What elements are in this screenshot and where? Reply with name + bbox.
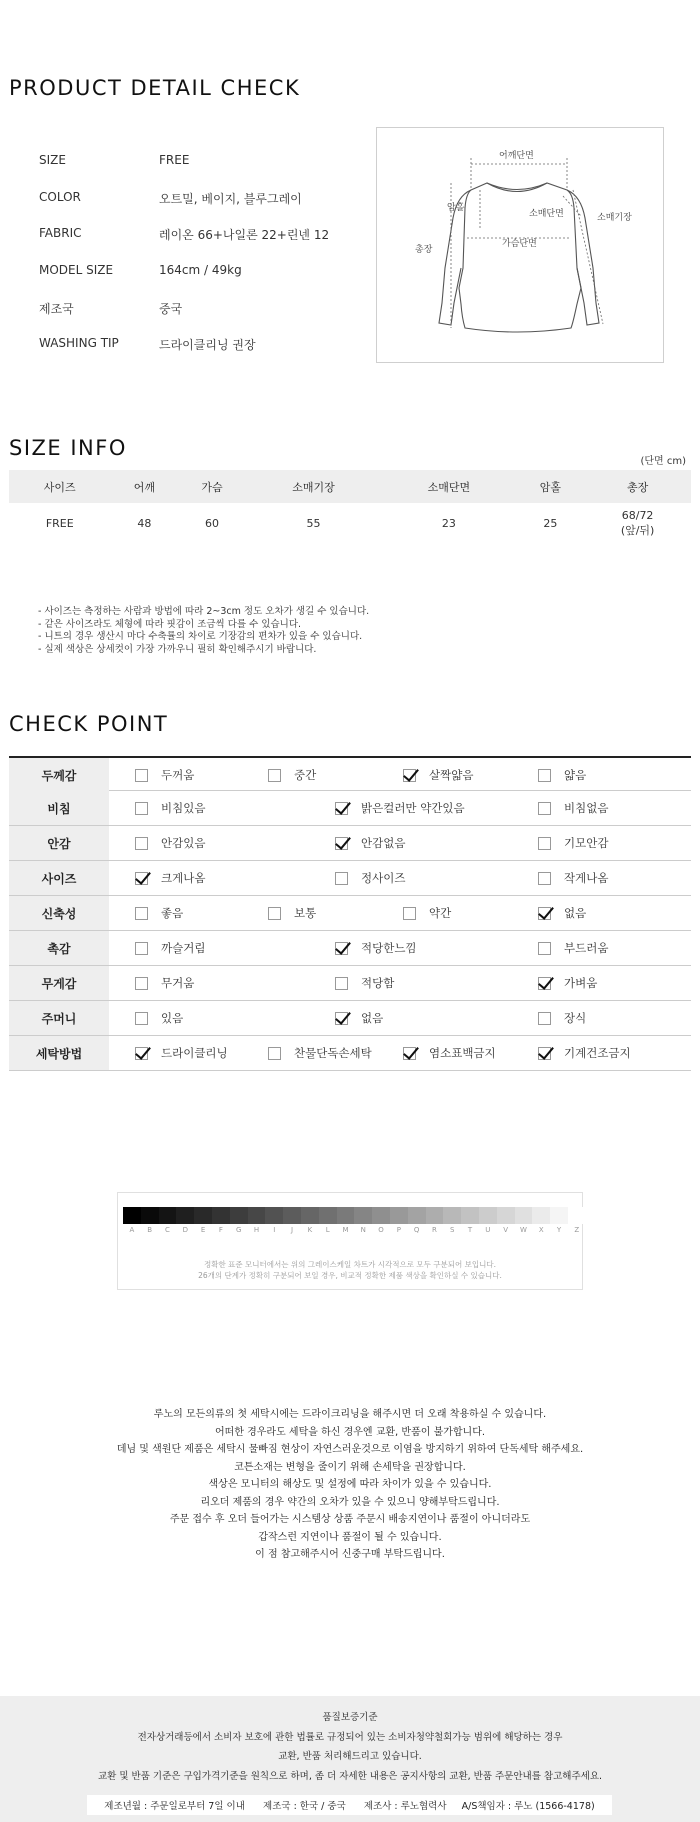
check-row-label: 신축성	[9, 896, 109, 930]
check-option-label: 가벼움	[564, 976, 598, 990]
checkbox-checked-icon	[403, 769, 416, 782]
checkbox-empty-icon	[268, 769, 281, 782]
sweater-diagram	[377, 128, 665, 364]
check-row	[9, 826, 691, 861]
checkbox-empty-icon	[403, 907, 416, 920]
check-option-label: 좋음	[161, 906, 184, 920]
grayscale-swatch	[372, 1207, 390, 1224]
grayscale-swatch	[265, 1207, 283, 1224]
check-option-label: 두꺼움	[161, 768, 195, 782]
diagram-shoulder-label: 어깨단면	[499, 151, 534, 161]
check-option-label: 없음	[361, 1011, 384, 1025]
size-table-row	[9, 503, 691, 543]
grayscale-swatch	[212, 1207, 230, 1224]
check-option-label: 적당함	[361, 976, 395, 990]
checkbox-empty-icon	[538, 837, 551, 850]
grayscale-letters	[123, 1226, 586, 1234]
check-option-label: 약간	[429, 906, 452, 920]
size-cell	[246, 503, 381, 543]
size-table	[9, 470, 691, 543]
check-row-label: 안감	[9, 826, 109, 860]
care-line: 데님 및 색원단 제품은 세탁시 물빠짐 현상이 자연스러운것으로 이염을 방지하기 위하여 단독세탁 해주세요.	[116, 1444, 584, 1455]
grayscale-swatch	[354, 1207, 372, 1224]
grayscale-letter: D	[182, 1226, 188, 1234]
grayscale-swatch	[390, 1207, 408, 1224]
product-detail-title: PRODUCT DETAIL CHECK	[9, 76, 301, 100]
check-row	[9, 1036, 691, 1071]
check-row-label: 비침	[9, 791, 109, 825]
grayscale-swatch	[443, 1207, 461, 1224]
grayscale-letter: A	[129, 1226, 135, 1234]
check-option-label: 비침없음	[564, 801, 609, 815]
grayscale-swatch	[248, 1207, 266, 1224]
check-option	[538, 861, 608, 895]
check-row	[9, 861, 691, 896]
checkbox-checked-icon	[135, 872, 148, 885]
size-value: 55	[306, 516, 321, 530]
diagram-sleeve-width-label: 소매단면	[529, 209, 564, 219]
checkbox-empty-icon	[335, 977, 348, 990]
check-row-label: 두께감	[9, 758, 109, 792]
check-option	[135, 1036, 228, 1070]
check-option-label: 있음	[161, 1011, 184, 1025]
grayscale-letter: N	[360, 1226, 366, 1234]
check-row-label: 무게감	[9, 966, 109, 1000]
check-option-label: 정사이즈	[361, 871, 406, 885]
grayscale-letter: K	[307, 1226, 313, 1234]
grayscale-letter: L	[325, 1226, 330, 1234]
size-cell	[9, 503, 111, 543]
check-row	[9, 791, 691, 826]
grayscale-swatch	[550, 1207, 568, 1224]
care-line: 이 점 참고해주시어 신중구매 부탁드립니다.	[255, 1549, 445, 1560]
check-option-label: 작게나옴	[564, 871, 609, 885]
checkbox-empty-icon	[135, 769, 148, 782]
check-option	[538, 758, 586, 792]
check-option	[135, 1001, 183, 1035]
check-option-label: 안감있음	[161, 836, 206, 850]
measurement-diagram	[376, 127, 664, 363]
grayscale-swatch	[568, 1207, 586, 1224]
check-option	[335, 791, 465, 825]
check-option	[403, 758, 473, 792]
check-option	[135, 826, 205, 860]
spec-key: FABRIC	[39, 226, 82, 240]
size-value: 48	[137, 516, 152, 530]
grayscale-swatch	[123, 1207, 141, 1224]
grayscale-letter: X	[538, 1226, 544, 1234]
grayscale-letter: I	[273, 1226, 276, 1234]
grayscale-swatch	[159, 1207, 177, 1224]
check-option	[538, 791, 608, 825]
size-value: 68/72	[621, 508, 654, 522]
grayscale-swatch	[515, 1207, 533, 1224]
care-line: 리오더 제품의 경우 약간의 오차가 있을 수 있으니 양해부탁드립니다.	[200, 1496, 500, 1508]
check-option-label: 까슬거림	[161, 941, 206, 955]
size-note: - 같은 사이즈라도 체형에 따라 핏감이 조금씩 다를 수 있습니다.	[38, 618, 302, 630]
check-option	[268, 1036, 372, 1070]
care-line: 주문 접수 후 오더 들어가는 시스템상 상품 주문시 배송지연이나 품절이 아니더라도	[169, 1514, 531, 1525]
care-line: 어떠한 경우라도 세탁을 하신 경우엔 교환, 반품이 불가합니다.	[214, 1426, 486, 1438]
checkbox-empty-icon	[335, 872, 348, 885]
check-option-label: 살짝얇음	[429, 768, 474, 782]
grayscale-letter: M	[342, 1226, 349, 1234]
grayscale-note-1: 정확한 표준 모니터에서는 위의 그레이스케일 차트가 시각적으로 모두 구분되어 보입니다.	[204, 1260, 496, 1269]
spec-key: COLOR	[39, 190, 81, 204]
grayscale-swatch	[194, 1207, 212, 1224]
check-option-label: 안감없음	[361, 836, 406, 850]
check-option-label: 찬물단독손세탁	[294, 1046, 372, 1060]
checkbox-checked-icon	[335, 942, 348, 955]
check-row-label: 사이즈	[9, 861, 109, 895]
quality-guarantee-footer	[0, 1696, 700, 1822]
check-option-label: 부드러움	[564, 941, 609, 955]
size-value: FREE	[45, 516, 74, 530]
size-value: 23	[441, 516, 456, 530]
spec-key: 제조국	[39, 302, 74, 316]
check-row	[9, 1001, 691, 1036]
grayscale-letter: O	[378, 1226, 384, 1234]
grayscale-swatch	[283, 1207, 301, 1224]
diagram-sleeve-length-label: 소매기장	[597, 213, 632, 223]
footer-info-box: 제조년월 : 주문일로부터 7일 이내 제조국 : 한국 / 중국 제조사 : 루노협력사 A/S책임자 : 루노 (1566-4178)	[87, 1795, 612, 1815]
check-option-label: 비침있음	[161, 801, 206, 815]
checkbox-empty-icon	[135, 1012, 148, 1025]
check-row	[9, 966, 691, 1001]
checkbox-empty-icon	[135, 802, 148, 815]
checkbox-checked-icon	[403, 1047, 416, 1060]
spec-value: 중국	[159, 302, 183, 316]
check-option	[538, 931, 608, 965]
size-value: 25	[543, 516, 558, 530]
grayscale-letter: R	[432, 1226, 437, 1234]
check-option	[538, 966, 597, 1000]
check-option	[135, 896, 183, 930]
size-header-cell: 어깨	[111, 470, 179, 503]
grayscale-letter: T	[467, 1226, 473, 1234]
grayscale-swatch	[337, 1207, 355, 1224]
check-option	[268, 758, 316, 792]
grayscale-letter: J	[291, 1226, 294, 1234]
grayscale-swatch	[141, 1207, 159, 1224]
grayscale-swatches	[123, 1207, 586, 1224]
grayscale-letter: S	[450, 1226, 455, 1234]
spec-key: SIZE	[39, 153, 66, 167]
check-option-label: 없음	[564, 906, 587, 920]
grayscale-letter: H	[253, 1226, 260, 1234]
footer-text	[0, 1708, 700, 1786]
grayscale-letter: Q	[413, 1226, 420, 1234]
check-row	[9, 896, 691, 931]
check-option	[335, 931, 417, 965]
check-row-label: 주머니	[9, 1001, 109, 1035]
grayscale-letter: B	[147, 1226, 153, 1234]
check-option-label: 기계건조금지	[564, 1046, 631, 1060]
size-value: 60	[205, 516, 220, 530]
grayscale-swatch	[479, 1207, 497, 1224]
size-note: - 사이즈는 측정하는 사람과 방법에 따라 2~3cm 정도 오차가 생길 수 있습니다.	[38, 606, 370, 617]
checkbox-empty-icon	[538, 942, 551, 955]
checkbox-empty-icon	[135, 837, 148, 850]
grayscale-swatch	[532, 1207, 550, 1224]
footer-line: 교환, 반품 처리해드리고 있습니다.	[278, 1751, 422, 1762]
grayscale-letter: C	[165, 1226, 170, 1234]
size-cell	[517, 503, 585, 543]
size-cell	[381, 503, 516, 543]
size-header-cell: 암홀	[517, 470, 585, 503]
size-value-extra: (앞/뒤)	[620, 523, 655, 537]
care-instructions	[0, 1406, 700, 1564]
grayscale-swatch	[301, 1207, 319, 1224]
size-header-cell: 사이즈	[9, 470, 111, 503]
check-option	[268, 896, 316, 930]
grayscale-letter: U	[485, 1226, 491, 1234]
footer-title: 품질보증기준	[322, 1712, 378, 1723]
footer-line: 전자상거래등에서 소비자 보호에 관한 법률로 규정되어 있는 소비자청약철회가능 범위에 해당하는 경우	[137, 1731, 563, 1743]
check-option	[135, 791, 205, 825]
check-option	[538, 896, 586, 930]
size-cell	[584, 503, 691, 543]
check-option-label: 기모안감	[564, 836, 609, 850]
grayscale-letter: P	[396, 1226, 401, 1234]
grayscale-swatch	[176, 1207, 194, 1224]
size-notes	[38, 606, 369, 656]
check-option-label: 무거움	[161, 976, 195, 990]
spec-key: WASHING TIP	[39, 336, 119, 350]
check-option	[403, 1036, 496, 1070]
check-point-title: CHECK POINT	[9, 712, 169, 736]
size-cell	[111, 503, 179, 543]
check-option	[403, 896, 451, 930]
check-option	[135, 931, 205, 965]
diagram-armhole-label: 암홀	[447, 203, 465, 213]
grayscale-chart	[117, 1192, 583, 1290]
check-option-label: 염소표백금지	[429, 1046, 496, 1060]
check-option-label: 밝은컬러만 약간있음	[361, 801, 465, 815]
check-option-label: 보통	[294, 906, 317, 920]
check-option	[538, 1036, 631, 1070]
grayscale-swatch	[319, 1207, 337, 1224]
check-option-label: 드라이클리닝	[161, 1046, 228, 1060]
spec-value: 레이온 66+나일론 22+린넨 12	[159, 228, 330, 242]
check-row	[9, 756, 691, 791]
spec-value: FREE	[159, 153, 190, 167]
grayscale-swatch	[408, 1207, 426, 1224]
checkbox-checked-icon	[538, 1047, 551, 1060]
check-option-label: 얇음	[564, 768, 587, 782]
footer-line: 교환 및 반품 기준은 구입가격기준을 원칙으로 하며, 좀 더 자세한 내용은 공지사항의 교환, 반품 주문안내를 참고해주세요.	[97, 1770, 603, 1782]
check-option-label: 크게나옴	[161, 871, 206, 885]
checkbox-checked-icon	[335, 802, 348, 815]
grayscale-letter: Y	[556, 1226, 562, 1234]
check-option	[538, 826, 608, 860]
check-option	[335, 1001, 383, 1035]
checkbox-checked-icon	[335, 837, 348, 850]
check-option	[135, 966, 194, 1000]
check-option-label: 적당한느낌	[361, 941, 417, 955]
check-option	[335, 966, 394, 1000]
size-table-header	[9, 470, 691, 503]
spec-value: 164cm / 49kg	[159, 263, 242, 277]
size-unit-label: (단면 cm)	[640, 456, 686, 467]
grayscale-letter: E	[200, 1226, 206, 1234]
check-option-label: 중간	[294, 768, 317, 782]
grayscale-letter: Z	[574, 1226, 580, 1234]
size-note: - 실제 색상은 상세컷이 가장 가까우니 필히 확인해주시기 바랍니다.	[38, 643, 317, 655]
check-option-label: 장식	[564, 1011, 587, 1025]
size-note: - 니트의 경우 생산시 마다 수축률의 차이로 기장감의 편차가 있을 수 있습니다.	[38, 631, 363, 643]
grayscale-swatch	[497, 1207, 515, 1224]
checkbox-empty-icon	[135, 942, 148, 955]
checkbox-checked-icon	[538, 977, 551, 990]
check-row	[9, 931, 691, 966]
diagram-chest-label: 가슴단면	[502, 239, 537, 249]
size-info-title: SIZE INFO	[9, 436, 127, 460]
check-point-table	[9, 756, 691, 1071]
spec-key: MODEL SIZE	[39, 263, 114, 277]
spec-value: 드라이클리닝 권장	[159, 338, 256, 352]
checkbox-empty-icon	[268, 907, 281, 920]
checkbox-empty-icon	[135, 907, 148, 920]
grayscale-letter: G	[235, 1226, 242, 1234]
size-cell	[178, 503, 246, 543]
care-line: 코튼소재는 변형을 줄이기 위해 손세탁을 권장합니다.	[234, 1461, 466, 1473]
check-option	[335, 826, 405, 860]
care-line: 루노의 모든의류의 첫 세탁시에는 드라이크리닝을 해주시면 더 오래 착용하실 수 있습니다.	[153, 1409, 547, 1420]
checkbox-empty-icon	[135, 977, 148, 990]
checkbox-empty-icon	[268, 1047, 281, 1060]
grayscale-swatch	[426, 1207, 444, 1224]
grayscale-letter: W	[519, 1226, 527, 1234]
grayscale-letter: F	[218, 1226, 223, 1234]
checkbox-empty-icon	[538, 769, 551, 782]
checkbox-empty-icon	[538, 802, 551, 815]
grayscale-swatch	[461, 1207, 479, 1224]
checkbox-empty-icon	[538, 872, 551, 885]
checkbox-checked-icon	[135, 1047, 148, 1060]
grayscale-swatch	[230, 1207, 248, 1224]
checkbox-empty-icon	[538, 1012, 551, 1025]
diagram-length-label: 총장	[415, 245, 433, 255]
care-line: 갑작스런 지연이나 품절이 될 수 있습니다.	[258, 1531, 442, 1543]
checkbox-checked-icon	[335, 1012, 348, 1025]
grayscale-letter: V	[503, 1226, 509, 1234]
care-line: 색상은 모니터의 해상도 및 설정에 따라 차이가 있을 수 있습니다.	[208, 1479, 492, 1490]
check-option	[135, 861, 205, 895]
size-header-cell: 총장	[584, 470, 691, 503]
size-header-cell: 가슴	[178, 470, 246, 503]
check-option	[335, 861, 405, 895]
check-row-label: 세탁방법	[9, 1036, 109, 1070]
check-row-label: 촉감	[9, 931, 109, 965]
grayscale-note-2: 26개의 단계가 정확히 구분되어 보일 경우, 비교적 정확한 제품 색상을 확인하실 수 있습니다.	[198, 1271, 502, 1280]
check-option	[538, 1001, 586, 1035]
checkbox-checked-icon	[538, 907, 551, 920]
size-header-cell: 소매기장	[246, 470, 381, 503]
spec-value: 오트밀, 베이지, 블루그레이	[159, 192, 302, 206]
size-header-cell: 소매단면	[381, 470, 516, 503]
check-option	[135, 758, 194, 792]
